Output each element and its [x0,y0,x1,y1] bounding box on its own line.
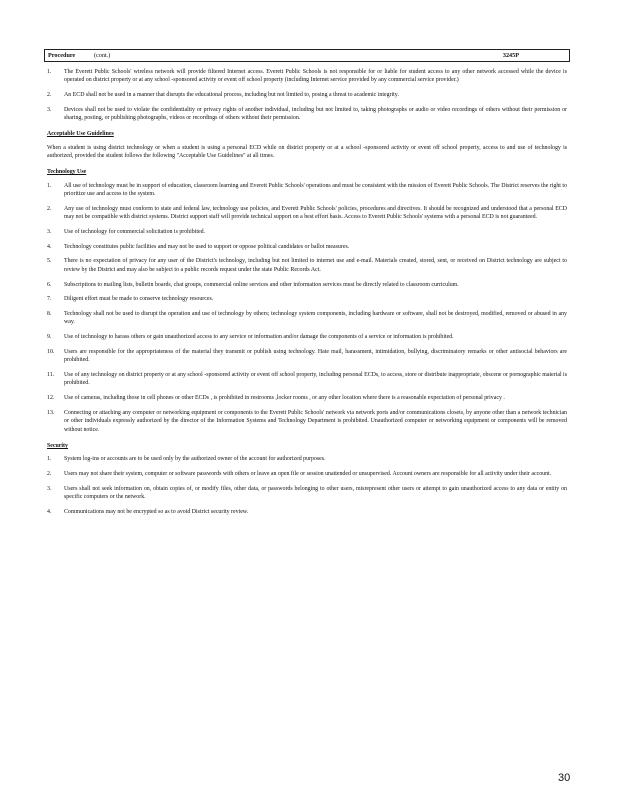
list-item [47,371,567,388]
list-item [47,228,567,236]
item-text: Users may not share their system, computer or software passwords with others or leave an open file or session unattended or unsupervised. Account owners are responsible for all activity under their account. [64,471,552,477]
list-item [47,91,567,99]
item-text: System log-ins or accounts are to be used only by the authorized owner of the account for authorized purposes. [64,456,326,463]
item-number: 7. [47,296,52,303]
list-item [47,68,567,85]
item-number: 2. [47,92,52,99]
list-item [47,455,567,463]
item-text: Any use of technology must conform to state and federal law, technology use policies, and Everett Public Schools' policies, procedures and directives. It should be recognized and understood that a personal ECD may not be compatible with district systems. District support staff will provide technical support on a best effort basis. Access to Everett Public Schools' systems with a personal ECD is not guaranteed. [64,205,567,221]
item-number: 5. [47,258,52,265]
item-number: 3. [47,485,52,492]
item-number: 10. [47,349,55,356]
list-item [47,295,567,303]
list-item [47,409,567,434]
item-text: Use of technology for commercial solicitation is prohibited. [64,228,206,235]
list-item [47,106,567,123]
item-number: 2. [47,471,52,477]
item-number: 4. [47,243,52,250]
procedure-header [44,49,570,62]
list-item [47,485,567,502]
technology-use-heading: Technology Use [47,169,87,176]
list-item [47,470,567,478]
list-item [47,205,567,222]
security-list [47,455,567,516]
item-text: Use of technology to harass others or gain unauthorized access to any service or information and/or damage the components of a service or information is prohibited. [64,334,454,341]
item-text: An ECD shall not be used in a manner that disrupts the educational process, including but not limited to, posing a threat to academic integrity. [64,92,399,99]
list-item [47,281,567,289]
list-item [47,348,567,365]
list-item [47,257,567,274]
procedure-label: Procedure [48,52,76,59]
item-text: There is no expectation of privacy for any user of the District's technology, including but not limited to internet use and e-mail. Materials created, stored, sent, or received on District technology are subject to review by the District and may also be subject to a public records request under the state Public Records Act. [64,258,567,273]
procedure-code: 3245P [502,52,519,59]
item-text: Devices shall not be used to violate the confidentiality or privacy rights of another individual, including but not limited to, taking photographs or audio or video recordings of others without their permission or sharing, posting, or publishing photographs, videos or recordings of others without their permission. [64,106,567,122]
list-item [47,243,567,251]
continued-label: (cont.) [94,52,111,59]
item-number: 11. [47,372,55,379]
item-number: 9. [47,334,52,341]
item-text: Communications may not be encrypted so as to avoid District security review. [64,508,249,515]
acceptable-use-text: When a student is using district technology or when a student is using a personal ECD while on district property or at a school -sponsored activity or event off school property, access to and use of technology is authorized, provided the student follows the following "Acceptable Use Guidelines" at all times. [47,144,567,160]
page-number: 30 [558,772,571,784]
item-number: 4. [47,508,52,515]
acceptable-use-heading: Acceptable Use Guidelines [47,131,114,138]
item-number: 8. [47,311,52,318]
list-item [47,182,567,199]
item-text: Users shall not seek information on, obtain copies of, or modify files, other data, or passwords belonging to other users, misrepresent other users or attempt to gain unauthorized access to any data or entity on specific computers or the network. [64,485,567,501]
item-number: 13. [47,410,55,417]
list-item [47,394,567,402]
item-text: All use of technology must be in support of education, classroom learning and Everett Public Schools' operations and must be consistent with the mission of Everett Public Schools. The District reserves the right to prioritize use and access to the system. [64,182,567,197]
list-item [47,333,567,341]
technology-list [47,182,567,434]
item-text: Use of any technology on district property or at any school -sponsored activity or event off school property, including personal ECDs, to access, store or distribute inappropriate, obscene or pornographic material is prohibited. [64,372,567,387]
list-item [47,310,567,327]
security-heading: Security [47,442,68,449]
item-number: 3. [47,106,52,113]
intro-list [47,68,567,122]
item-number: 12. [47,395,55,402]
item-number: 2. [47,205,52,212]
item-text: Diligent effort must be made to conserve technology resources. [64,296,214,303]
item-text: Technology shall not be used to disrupt the operation and use of technology by others; technology system components, including hardware or software, shall not be destroyed, modified, removed or abused in any way. [64,311,567,326]
item-number: 6. [47,281,52,288]
item-text: Technology constitutes public facilities and may not be used to support or oppose political candidates or ballot measures. [64,243,350,250]
item-text: Users are responsible for the appropriateness of the material they transmit or publish using technology. Hate mail, harassment, intimidation, bullying, discriminatory remarks or other antisocial behaviors are prohibited. [64,349,567,364]
item-number: 1. [47,456,52,463]
document-body [47,68,567,523]
item-text: Subscriptions to mailing lists, bulletin boards, chat groups, commercial online services and other information services must be directly related to classroom curriculum. [64,281,459,288]
list-item [47,508,567,516]
item-text: The Everett Public Schools' wireless network will provide filtered Internet access. Everett Public Schools is not responsible for or liable for student access to any other network accessed while the device is operated on district property or at any school -sponsored activity or event off school property (including Internet service provided by any commercial service provider.) [64,69,567,84]
item-text: Connecting or attaching any computer or networking equipment or components to the Everett Public Schools' network via network ports and/or communications closets, by anyone other than a network technician or other individuals expressly authorized by the director of the Information Systems and Technology Department is prohibited. Unauthorized computer or networking equipment or components will be removed without notice. [64,410,567,433]
item-text: Use of cameras, including those in cell phones or other ECDs , is prohibited in restrooms ,locker rooms , or any other location where there is a reasonable expectation of personal privacy . [64,395,505,402]
item-number: 3. [47,228,52,235]
item-number: 1. [47,182,52,189]
item-number: 1. [47,69,52,75]
